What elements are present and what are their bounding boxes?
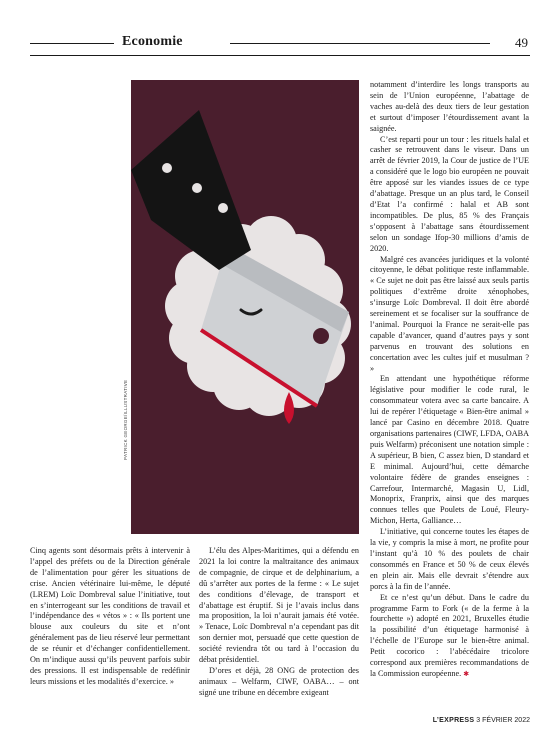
magazine-name: L’EXPRESS [432, 717, 475, 724]
paragraph: D’ores et déjà, 28 ONG de protection des animaux – Welfarm, CIWF, OABA… – ont signé une tribune en décembre exigeant [199, 665, 359, 697]
page-header [30, 27, 530, 56]
illustration-credit: PATRICK GEORGE/ILLUSTRATIVE [123, 379, 128, 460]
paragraph: C’est reparti pour un tour : les rituels halal et casher se retrouvent dans le viseur. Dans un arrêt de février 2019, la Cour de justice de l’UE a considéré que le logo bio européen ne pouvait être apposé sur les viandes issues de ce type d’abattage. Presque un an plus tard, le Conseil d’Etat l’a confirmé : halal et AB sont incompatibles. De plus, 85 % des Français s’opposent à l’abattage sans étourdissement selon un sondage Ifop-30 millions d’amis de 2020. [370, 134, 529, 253]
article-column-left [30, 546, 190, 688]
handle-rivet [162, 163, 172, 173]
paragraph: En attendant une hypothétique réforme législative pour modifier le code rural, le consommateur votera avec sa carte bancaire. A lui de repérer l’étiquetage « Bien-être animal » lancé par Casino en décembre 2018. Quatre organisations partenaires (CIWF, LFDA, OABA puis Welfarm) préconisent une notation simple : A supérieur, B bien, C assez bien, D standard et E minimal. Aujourd’hui, cette démarche volontaire fédère de grandes enseignes : Carrefour, Intermarché, Magasin U, Lidl, Monoprix, Franprix, ainsi que des marques connues telles que Poulets de Loué, Fleury-Michon, Herta, Galliance… [370, 374, 529, 526]
paragraph: Malgré ces avancées juridiques et la volonté citoyenne, le débat politique reste inflammable. « Ce sujet ne doit pas être laissé aux seuls partis politiques d’extrême droite xénophobes, s’insurge Loïc Dombreval. Il doit être abordé sereinement et se focaliser sur la souffrance de l’animal. Pourquoi la France ne serait-elle pas capable d’avancer, quand d’autres pays y sont parvenus en trouvant des solutions en concertation avec les cultes juif et musulman ? » [370, 254, 529, 373]
header-rule [30, 43, 114, 44]
article-column-middle [199, 546, 359, 699]
end-of-article-mark: ✱ [463, 669, 470, 678]
section-title: Economie [122, 34, 183, 49]
header-rule [230, 43, 490, 44]
paragraph: notamment d’interdire les longs transports au sein de l’Union européenne, l’abattage de vaches au-delà des deux tiers de leur gestation et surtout d’imposer l’étourdissement avant la saignée. [370, 80, 529, 133]
paragraph: L’initiative, qui concerne toutes les étapes de la vie, y compris la mise à mort, ne profite pour l’instant qu’à 10 % des poulets de chair consommés en France et 50 % de ceux élevés en plein air. Mais elle devrait s’étendre aux porcs à la fin de l’année. [370, 527, 529, 591]
issue-date: 3 FÉVRIER 2022 [476, 717, 530, 724]
cleaver-handle [131, 110, 251, 270]
paragraph: Cinq agents sont désormais prêts à intervenir à l’appel des préfets ou de la Direction générale de l’alimentation pour gérer les situations de crise. Ancien vétérinaire lui-même, le député (LREM) Loïc Dombreval salue l’initiative, tout en s’interrogeant sur les conditions de travail et l’indépendance des « vétos » : « Ils portent une blouse aux couleurs du site et n’ont généralement pas de lieu réservé leur permettant de se réunir et d’échanger confidentiellement. On m’indique aussi qu’ils peuvent parfois subir des pressions. Il est indispensable de redéfinir leurs missions et les modalités d’exercice. » [30, 546, 190, 686]
article-column-right [370, 80, 529, 680]
handle-rivet [192, 183, 202, 193]
paragraph [370, 593, 529, 680]
handle-rivet [218, 203, 228, 213]
paragraph: L’élu des Alpes-Maritimes, qui a défendu en 2021 la loi contre la maltraitance des animaux de compagnie, de cirque et de delphinarium, a dû s’arrêter aux portes de la ferme : « Le sujet des conditions d’élevage, de transport et d’abattage est éruptif. Si je l’avais inclus dans ma proposition, la loi n’aurait jamais été votée. » Tenace, Loïc Dombreval n’a cependant pas dit son dernier mot, persuadé que cette question de société reviendra tôt ou tard à l’occasion du débat présidentiel. [199, 546, 359, 665]
paragraph-text: Et ce n’est qu’un début. Dans le cadre du programme Farm to Fork (« de la ferme à la fourchette ») adopté en 2021, Bruxelles étudie la possibilité d’un étiquetage harmonisé à l’échelle de l’Europe sur le bien-être animal. Petit cocorico : l’abécédaire tricolore correspond aux premières recommandations de la Commission européenne. [370, 592, 529, 678]
cleaver-sheep-art [131, 80, 359, 534]
blade-hole [313, 328, 329, 344]
page-number: 49 [515, 35, 528, 50]
cleaver-illustration [131, 80, 359, 534]
page-footer [433, 717, 530, 724]
